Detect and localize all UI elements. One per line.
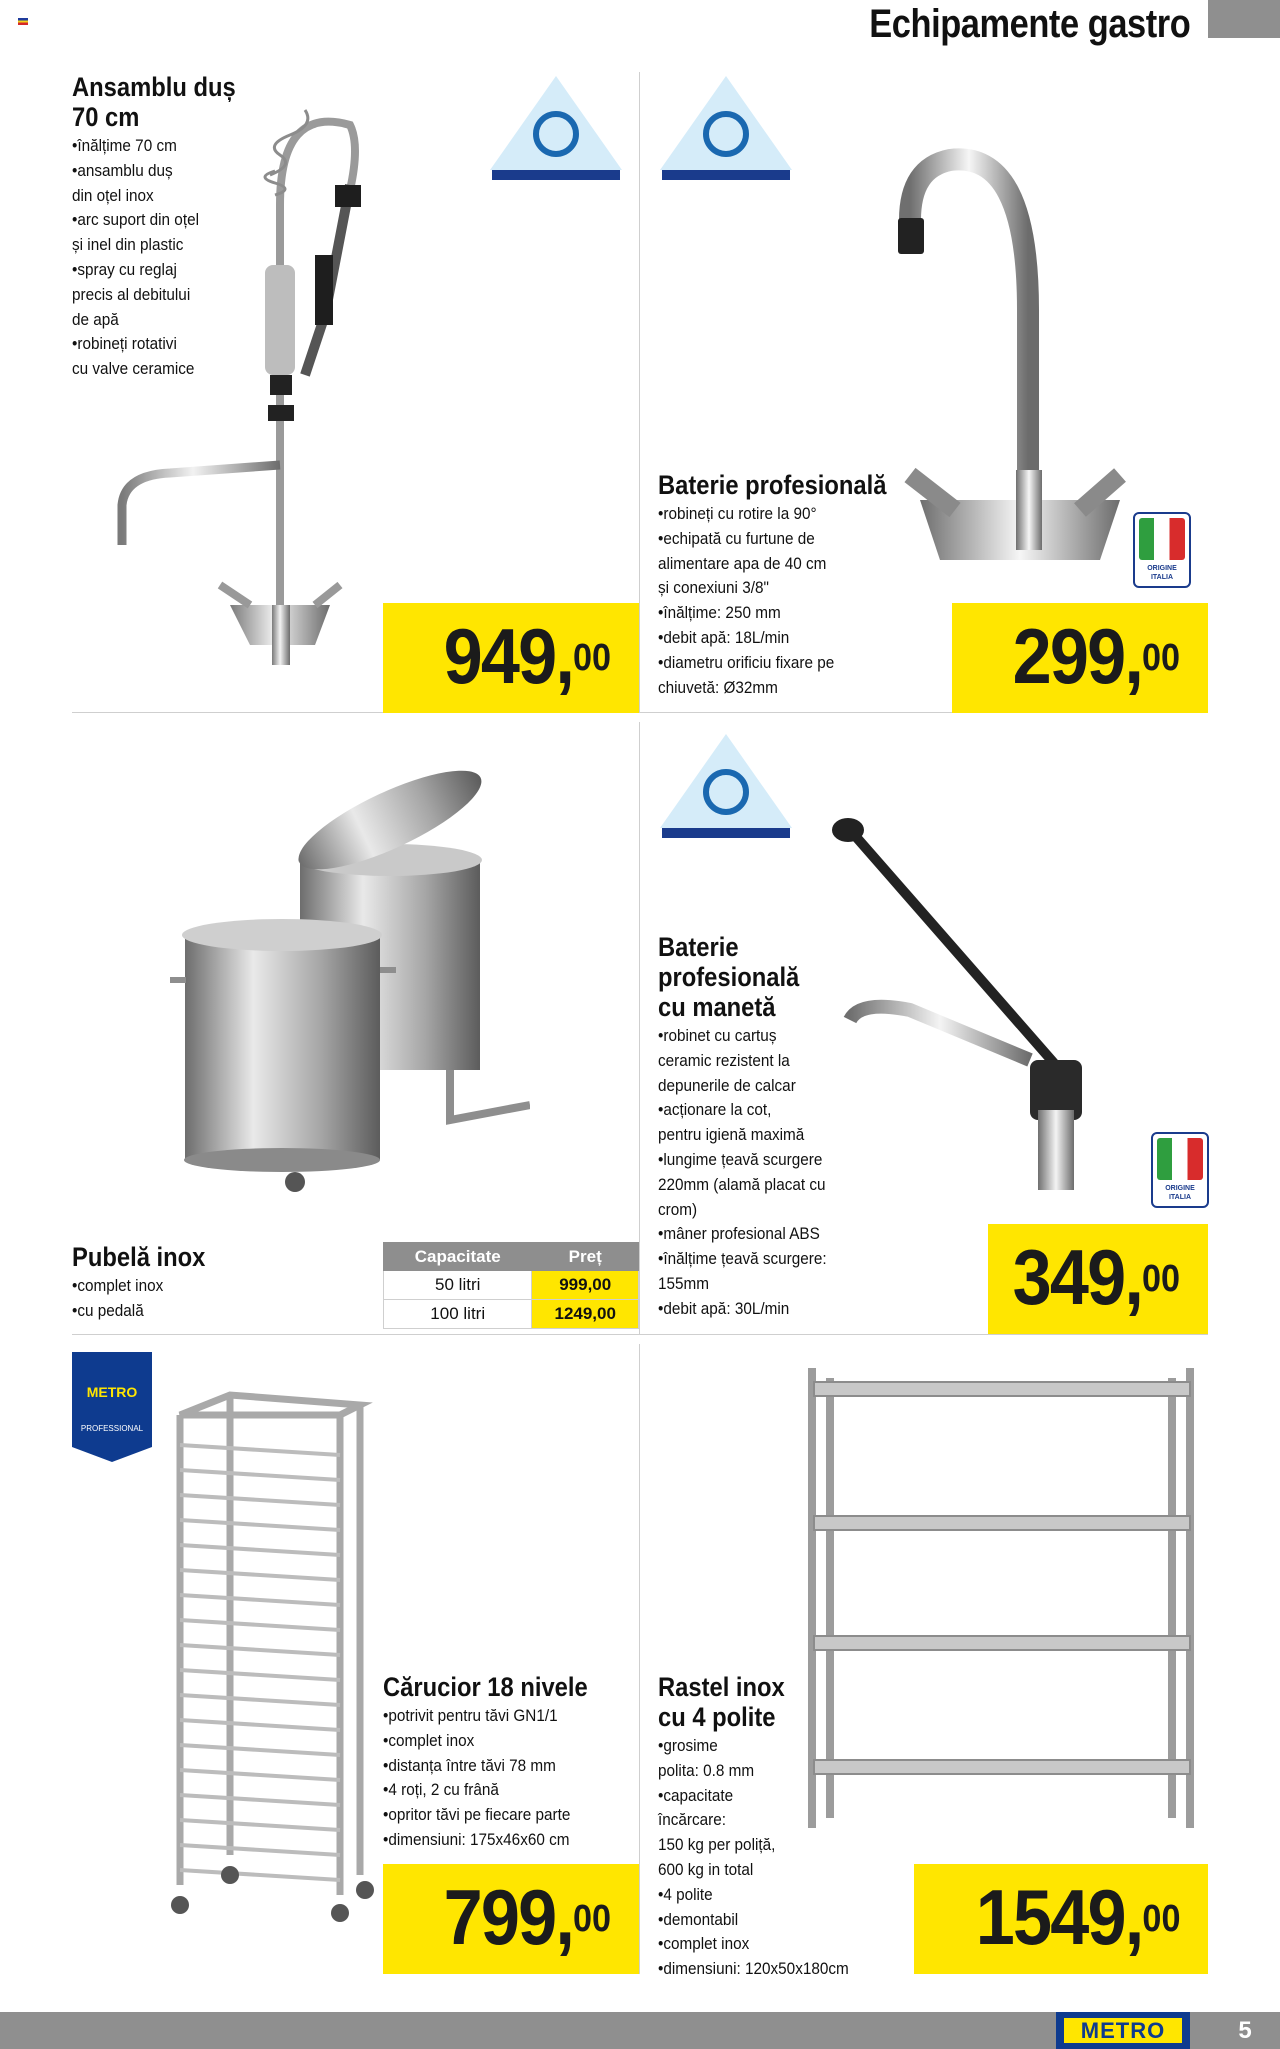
- shower-features: • înălțime 70 cm • ansamblu duș din oțel inox • arc suport din oțel și inel din plastic • spray cu reglaj precis al debitului de apă • robineți rotativi cu valve ceramice: [72, 134, 199, 382]
- flag-mini-icon: [18, 18, 28, 25]
- table-header-capacity: Capacitate: [384, 1243, 532, 1271]
- shelf-features: • grosime polita: 0.8 mm • capacitate încărcare: 150 kg per poliță, 600 kg in total • 4 polite • demontabil • complet inox • dimensiuni: 120x50x180cm: [658, 1734, 849, 1982]
- faucet-price: 299,00: [952, 603, 1208, 713]
- origine-italia-badge: ORIGINE ITALIA: [1133, 512, 1191, 588]
- header-bar: [1208, 0, 1280, 38]
- trolley-title: Cărucior 18 nivele: [383, 1672, 588, 1702]
- lever-faucet-title: Baterie profesională cu manetă: [658, 932, 800, 1022]
- bin-capacity-table: [383, 1242, 639, 1329]
- table-row: 50 litri 999,00: [384, 1271, 639, 1300]
- divider-h2: [72, 1334, 1208, 1335]
- shelf-price: 1549,00: [914, 1864, 1208, 1974]
- trolley-features: • potrivit pentru tăvi GN1/1 • complet inox • distanța între tăvi 78 mm • 4 roți, 2 cu frână • opritor tăvi pe fiecare parte • dimensiuni: 175x46x60 cm: [383, 1704, 570, 1853]
- metro-logo: METRO: [1056, 2012, 1190, 2049]
- faucet-features: • robineți cu rotire la 90° • echipată cu furtune de alimentare apa de 40 cm și conexiuni 3/8" • înălțime: 250 mm • debit apă: 18L/min • diametru orificiu fixare pe chiuvetă: Ø32mm: [658, 502, 834, 700]
- trolley-image: [160, 1385, 385, 1925]
- footer-bar: [0, 2012, 1210, 2049]
- shower-price: 949,00: [383, 603, 639, 713]
- page-title: Echipamente gastro: [868, 2, 1190, 46]
- divider-v2: [639, 722, 640, 1334]
- shelf-image: [800, 1368, 1200, 1828]
- friulana-logo-icon: [488, 74, 624, 182]
- lever-faucet-image: [820, 810, 1140, 1210]
- italy-flag-icon: [1157, 1138, 1203, 1180]
- faucet-title: Baterie profesională: [658, 470, 887, 500]
- friulana-logo-icon: [658, 732, 794, 840]
- origine-italia-badge: ORIGINE ITALIA: [1151, 1132, 1209, 1208]
- table-row: 100 litri 1249,00: [384, 1300, 639, 1329]
- shelf-title: Rastel inox cu 4 polite: [658, 1672, 785, 1732]
- faucet-image: [880, 140, 1140, 590]
- metro-professional-badge: METRO PROFESSIONAL: [72, 1352, 152, 1462]
- table-header-price: Preț: [532, 1243, 639, 1271]
- lever-faucet-features: • robinet cu cartuș ceramic rezistent la depunerile de calcar • acționare la cot, pentru igienă maximă • lungime țeavă scurgere 220mm (alamă placat cu crom) • mâner profesional ABS • înălțime țeavă scurgere: 155mm • debit apă: 30L/min: [658, 1024, 827, 1322]
- bin-image: [150, 760, 530, 1200]
- divider-v1: [639, 72, 640, 712]
- italy-flag-icon: [1139, 518, 1185, 560]
- bin-title: Pubelă inox: [72, 1242, 206, 1272]
- lever-faucet-price: 349,00: [988, 1224, 1208, 1334]
- shower-title: Ansamblu duș 70 cm: [72, 72, 236, 132]
- page-number: 5: [1210, 2012, 1280, 2049]
- shower-image: [110, 85, 380, 685]
- trolley-price: 799,00: [383, 1864, 639, 1974]
- friulana-logo-icon: [658, 74, 794, 182]
- bin-features: • complet inox • cu pedală: [72, 1274, 163, 1324]
- divider-v3: [639, 1344, 640, 1974]
